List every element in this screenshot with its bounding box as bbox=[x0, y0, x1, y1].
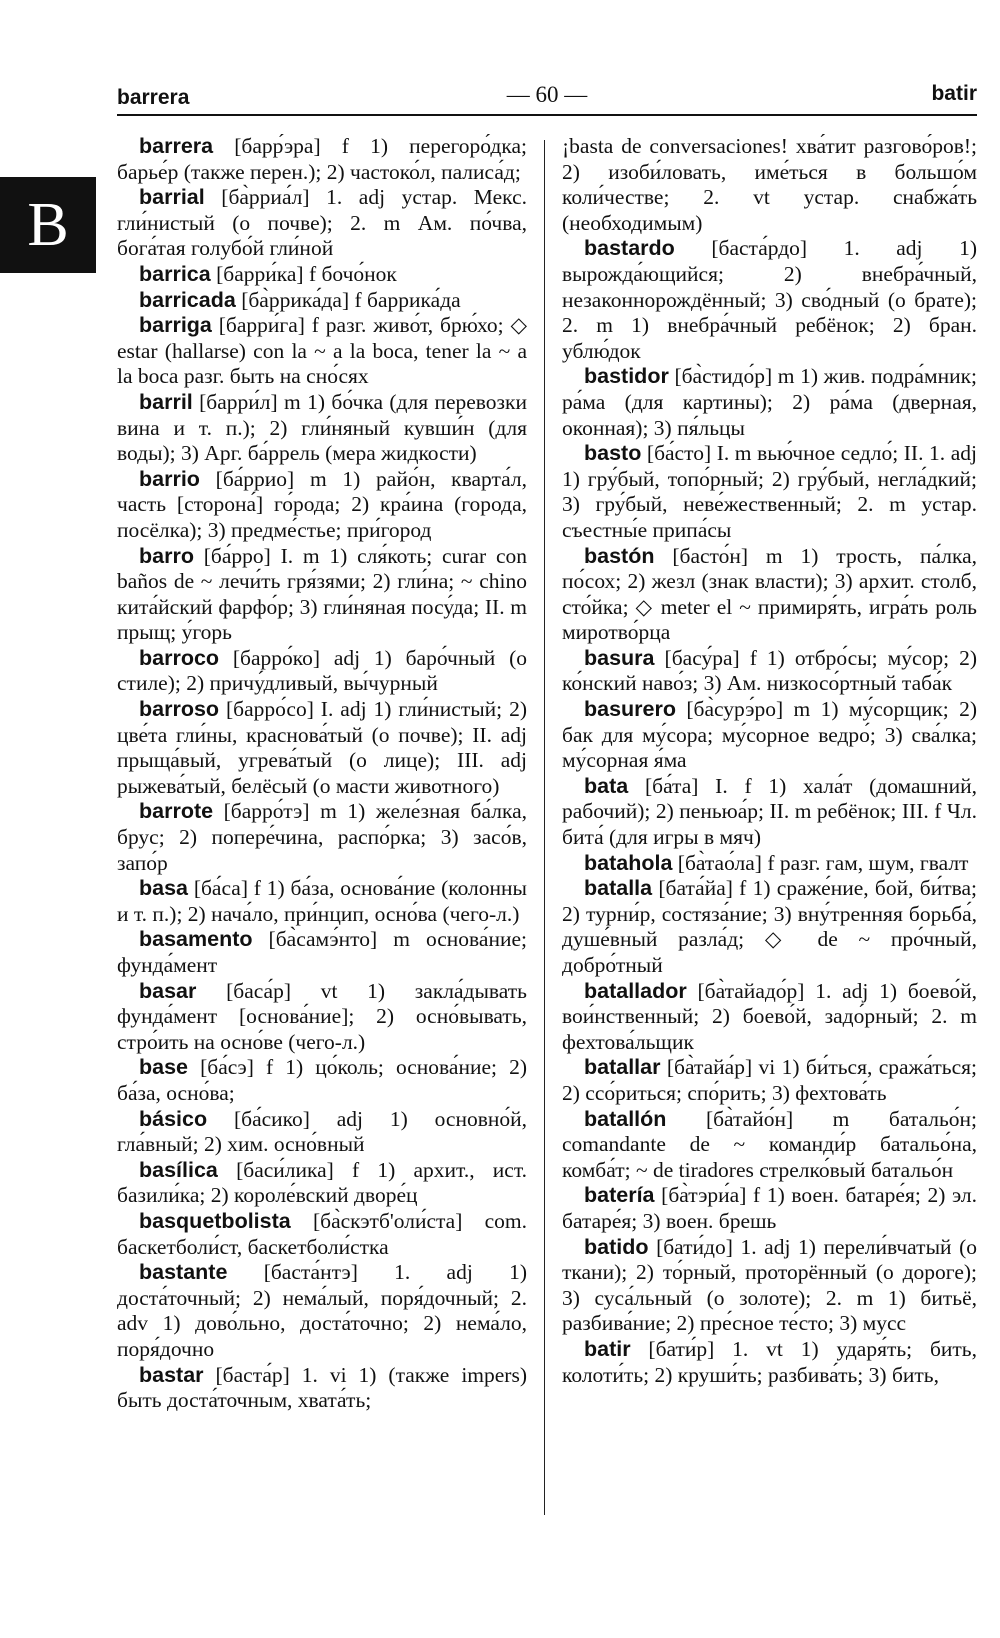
headword: básico bbox=[139, 1106, 208, 1131]
headword: bata bbox=[584, 773, 629, 798]
dictionary-entry bbox=[117, 467, 527, 544]
dictionary-entry bbox=[117, 288, 527, 314]
entry-definition: [барр́эра] f 1) перегоро́дка; барье́р (также перен.); 2) частоко́л, палиса́д; bbox=[117, 134, 527, 184]
headword: bastidor bbox=[584, 364, 669, 389]
headword: basar bbox=[139, 978, 197, 1003]
headword: bastón bbox=[584, 543, 655, 568]
dictionary-entry bbox=[117, 185, 527, 262]
entry-definition: [ба́сто] I. m вью́чное седло́; II. 1. adj 1) гру́бый, топо́рный; 2) гру́бый, негла́дкий; 3) гру́бый, неве́жественный; 2. m устар. съестны́е припа́сы bbox=[562, 441, 977, 542]
headword: base bbox=[139, 1055, 189, 1080]
dictionary-entry bbox=[562, 1235, 977, 1337]
dictionary-entry bbox=[562, 646, 977, 697]
entry-definition: [ба̀тао́ла] f разг. гам, шум, гвалт bbox=[672, 850, 969, 875]
entry-definition: [ба́рро] I. m 1) сля́коть; curar con baños de ~ лечи́ть гря́зями; 2) гли́на; ~ chino кита́йский фарфо́р; 3) гли́няная посу́да; II. m прыщ; у́горь bbox=[117, 543, 527, 645]
headword: barroso bbox=[139, 697, 220, 722]
entry-definition: [ба̀ррика́да] f баррика́да bbox=[235, 287, 461, 312]
dictionary-entry bbox=[117, 1107, 527, 1158]
entry-definition: [ба̀тэри́а] f 1) воен. батаре́я; 2) эл. батаре́я; 3) воен. брешь bbox=[562, 1183, 977, 1233]
dictionary-entry bbox=[562, 697, 977, 774]
entry-definition: [баса́р] vt 1) закла́дывать фунда́мент [основа́ние]; 2) осно́вывать, стро́ить на осно́ве (чего-л.) bbox=[117, 978, 527, 1054]
entry-definition: [ба̀самэ́нто] m основа́ние; фунда́мент bbox=[117, 927, 527, 977]
entry-definition: [басу́ра] f 1) отбро́сы; му́сор; 2) ко́нский наво́з; 3) Ам. низкосо́ртный таба́к bbox=[562, 645, 977, 696]
entry-definition: [баста́рдо] 1. adj 1) вырожда́ющийся; 2) внебра́чный, незаконнорождённый; 3) сво́дный (о брате); 2. m 1) внебра́чный ребёнок; 2) бран. ублю́док bbox=[562, 236, 977, 363]
letter-thumb-tab: B bbox=[0, 177, 96, 273]
right-column bbox=[562, 134, 977, 1514]
entry-definition: [ба́сико] adj 1) основно́й, гла́вный; 2) хим. осно́вный bbox=[117, 1106, 527, 1157]
headword: barrote bbox=[139, 799, 214, 824]
dictionary-entry bbox=[562, 1055, 977, 1106]
headword: basquetbolista bbox=[139, 1208, 291, 1233]
dictionary-entry bbox=[117, 134, 527, 185]
entry-definition: [баси́лика] f 1) архит., ист. базили́ка; 2) короле́вский дворе́ц bbox=[117, 1157, 527, 1208]
entry-definition: [ба̀скэтб'оли́ста] com. баскетболи́ст, баскетболи́стка bbox=[117, 1208, 527, 1259]
dictionary-entry bbox=[117, 1260, 527, 1362]
entry-definition: [барри́л] m 1) бо́чка (для перевозки вина и т. п.); 2) гли́няный кувши́н (для воды); 3) Арг. ба́ррель (мера жидкости) bbox=[117, 389, 527, 466]
dictionary-entry bbox=[117, 799, 527, 876]
entry-definition: [ба̀тайа́р] vi 1) би́ться, сража́ться; 2) ссо́риться; спо́рить; 3) фехтова́ть bbox=[562, 1055, 977, 1105]
dictionary-entry bbox=[117, 876, 527, 927]
entry-definition: [ба́сэ] f 1) цо́коль; основа́ние; 2) ба́за, осно́ва; bbox=[117, 1055, 527, 1105]
entry-definition: [барри́га] f разг. живо́т, брю́хо; ◇ estar (hallarse) con la ~ a la boca, tener la ~ a la boca разг. быть на сно́сях bbox=[117, 313, 527, 389]
dictionary-entry bbox=[117, 927, 527, 978]
headword: batallador bbox=[584, 978, 687, 1003]
dictionary-entry bbox=[117, 1055, 527, 1106]
dictionary-entry bbox=[562, 236, 977, 364]
entry-definition: [барро́со] I. adj 1) гли́нистый; 2) цве́та гли́ны, краснова́тый (о почве); II. adj прыща́вый, угрева́тый (о лице); III. adj рыжева́тый, белёсый (о масти животного) bbox=[117, 697, 527, 798]
headword: basamento bbox=[139, 927, 253, 952]
entry-definition: [бати́р] 1. vt 1) ударя́ть; бить, колоти́ть; 2) круши́ть; разбива́ть; 3) бить, bbox=[562, 1336, 977, 1387]
headword: basurero bbox=[584, 697, 677, 722]
dictionary-entry bbox=[117, 313, 527, 390]
headword: barrica bbox=[139, 261, 211, 286]
dictionary-entry bbox=[562, 1337, 977, 1388]
dictionary-entry bbox=[562, 1183, 977, 1234]
headword: basura bbox=[584, 645, 655, 670]
entry-definition: [ба̀рриа́л] 1. adj устар. Мекс. гли́нистый (о почве); 2. m Ам. по́чва, бога́тая голубо́й гли́ной bbox=[117, 185, 527, 261]
headword: barrio bbox=[139, 466, 200, 491]
dictionary-entry bbox=[562, 134, 977, 236]
headword: basa bbox=[139, 876, 189, 901]
header-left-guide-word: barrera bbox=[117, 86, 190, 109]
headword: barro bbox=[139, 543, 194, 568]
dictionary-entry bbox=[562, 441, 977, 543]
dictionary-entry bbox=[117, 1158, 527, 1209]
dictionary-entry bbox=[562, 774, 977, 851]
page-number: — 60 — bbox=[506, 82, 588, 107]
headword: barril bbox=[139, 389, 193, 414]
headword: basílica bbox=[139, 1157, 218, 1182]
entry-definition: [барро́тэ] m 1) желе́зная ба́лка, брус; 2) попере́чина, распо́рка; 3) засо́в, запо́р bbox=[117, 799, 527, 875]
entry-definition: [ба̀тайадо́р] 1. adj 1) боево́й, вои́нственный; 2) боево́й, задо́рный; 2. m фехтова́льщик bbox=[562, 978, 977, 1054]
entry-definition: [ба́са] f 1) ба́за, основа́ние (колонны и т. п.); 2) нача́ло, при́нцип, осно́ва (чего-л.) bbox=[117, 876, 527, 926]
entry-definition: [ба̀тайо́н] m батальо́н; comandante de ~ команди́р батальо́на, комба́т; ~ de tiradores стрелко́вый батальо́н bbox=[562, 1106, 977, 1182]
headword: basto bbox=[584, 441, 642, 466]
dictionary-entry bbox=[562, 1107, 977, 1184]
dictionary-entry bbox=[117, 544, 527, 646]
headword: bastardo bbox=[584, 236, 675, 261]
headword: barricada bbox=[139, 287, 236, 312]
headword: batalla bbox=[584, 876, 653, 901]
dictionary-entry bbox=[562, 876, 977, 978]
dictionary-entry bbox=[562, 544, 977, 646]
entry-definition: [бата́йа] f 1) сраже́ние, бой, би́тва; 2) турни́р, состяза́ние; 3) вну́тренняя борьба́, душе́вный разла́д; ◇ de ~ про́чный, добро́тный bbox=[562, 876, 977, 977]
page-header bbox=[117, 78, 977, 116]
dictionary-entry bbox=[562, 364, 977, 441]
dictionary-entry bbox=[562, 851, 977, 877]
entry-definition: ¡basta de conversaciones! хва́тит разгово́ров!; 2) изоби́ловать, име́ться в большо́м коли́честве; 2. vt устар. снабжа́ть (необходимым) bbox=[562, 134, 977, 235]
entry-definition: [бати́до] 1. adj 1) перели́вчатый (о ткани); 2) то́рный, проторённый (о дороге); 3) суса́льный (о золоте); 2. m 1) битьё, разбива́ние; 2) пре́сное те́сто; 3) мусс bbox=[562, 1234, 977, 1336]
headword: batallón bbox=[584, 1106, 667, 1131]
headword: barroco bbox=[139, 645, 220, 670]
left-column bbox=[117, 134, 527, 1514]
headword: barriga bbox=[139, 313, 212, 338]
entry-definition: [ба́та] I. f 1) хала́т (домашний, рабочий); 2) пеньюа́р; II. m ребёнок; III. f Чл. бита́ (для игры в мяч) bbox=[562, 773, 977, 850]
entry-definition: [баста́р] 1. vi 1) (также impers) быть доста́точным, хвата́ть; bbox=[117, 1362, 527, 1413]
entry-definition: [баста́нтэ] 1. adj 1) доста́точный; 2) нема́лый, поря́дочный; 2. adv 1) дово́льно, доста́точно; 2) нема́ло, поря́дочно bbox=[117, 1260, 527, 1361]
entry-definition: [ба̀сурэ́ро] m 1) му́сорщик; 2) бак для му́сора; му́сорное ведро́; 3) сва́лка; му́сорная я́ма bbox=[562, 697, 977, 773]
headword: batahola bbox=[584, 850, 673, 875]
entry-definition: [барро́ко] adj 1) баро́чный (о стиле); 2) причу́дливый, вы́чурный bbox=[117, 645, 527, 696]
dictionary-entry bbox=[117, 390, 527, 467]
dictionary-entry bbox=[117, 1209, 527, 1260]
headword: barrial bbox=[139, 185, 205, 210]
header-right-guide-word: batir bbox=[931, 82, 977, 105]
headword: bastante bbox=[139, 1260, 228, 1285]
dictionary-entry bbox=[117, 646, 527, 697]
entry-definition: [ба̀стидо́р] m 1) жив. подра́мник; ра́ма (для картины); 2) ра́ма (дверная, оконная); 3) пя́льцы bbox=[562, 364, 977, 440]
dictionary-entry bbox=[562, 979, 977, 1056]
headword: batido bbox=[584, 1234, 649, 1259]
dictionary-entry bbox=[117, 697, 527, 799]
headword: batir bbox=[584, 1336, 631, 1361]
dictionary-entry bbox=[117, 262, 527, 288]
entry-definition: [ба́ррио] m 1) райо́н, кварта́л, часть [сторона́] го́рода; 2) кра́ина (города, посёлка); 3) предме́стье; при́город bbox=[117, 466, 527, 542]
dictionary-entry bbox=[117, 1363, 527, 1414]
headword: barrera bbox=[139, 134, 214, 158]
column-divider bbox=[544, 140, 545, 1515]
headword: batería bbox=[584, 1183, 655, 1208]
entry-definition: [барри́ка] f бочо́нок bbox=[210, 261, 397, 286]
dictionary-entry bbox=[117, 979, 527, 1056]
headword: bastar bbox=[139, 1362, 204, 1387]
headword: batallar bbox=[584, 1055, 661, 1080]
entry-definition: [басто́н] m 1) трость, па́лка, по́сох; 2) жезл (знак власти); 3) архит. столб, сто́йка; ◇ meter el ~ примиря́ть, игра́ть роль миротво́рца bbox=[562, 543, 977, 645]
